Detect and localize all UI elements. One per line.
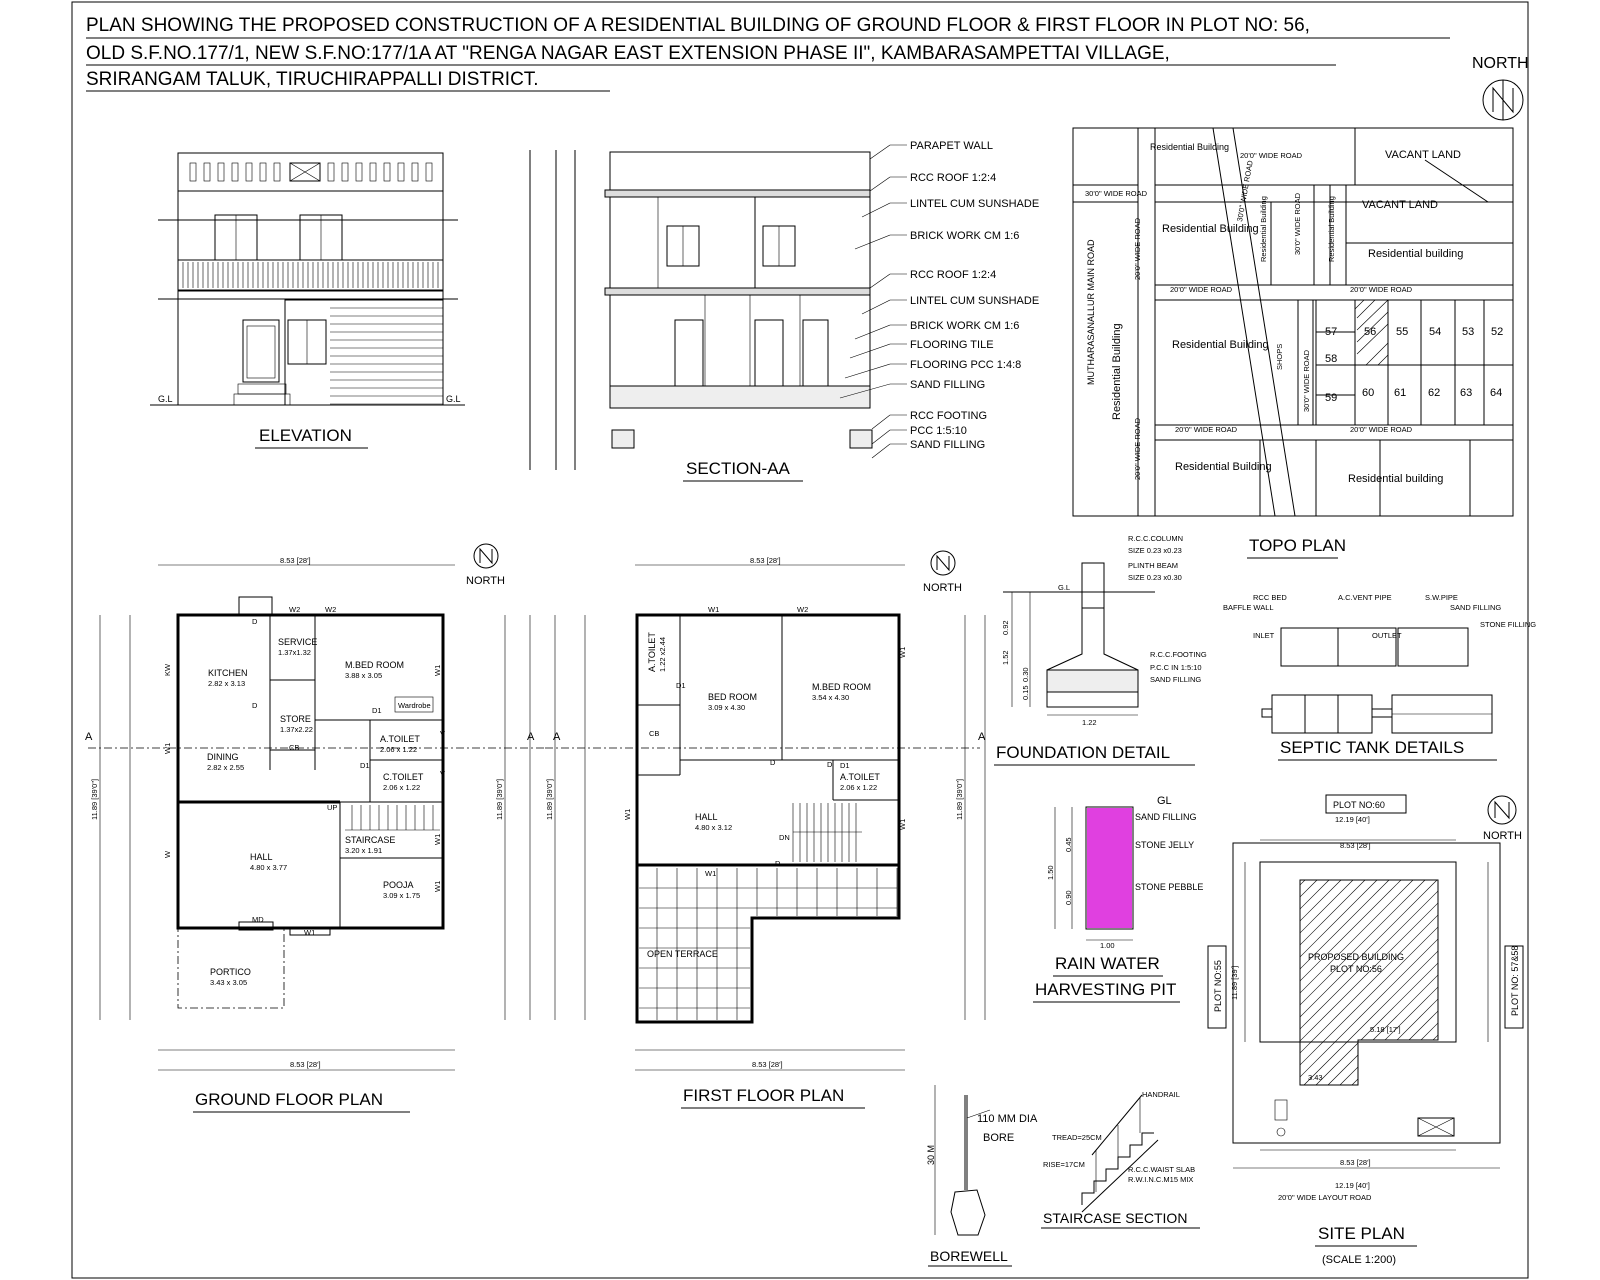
septic-label-6: INLET: [1253, 631, 1275, 640]
topo-road-2: 20'0" WIDE ROAD: [1133, 217, 1142, 280]
north-arrow-ground: [466, 544, 505, 587]
title-block: [86, 15, 1450, 91]
north-arrow-first: [923, 551, 962, 594]
septic-label-2: A.C.VENT PIPE: [1338, 593, 1392, 602]
topo-area-9: Residential Building: [1175, 461, 1272, 473]
elevation-gl-left: G.L: [158, 394, 173, 404]
topo-road-0: 20'0" WIDE ROAD: [1240, 151, 1303, 160]
foundation-label-5: P.C.C IN 1:5:10: [1150, 663, 1202, 672]
first-room-5: OPEN TERRACE: [647, 949, 718, 959]
borewell: [935, 1085, 990, 1235]
first-mark-11: DN: [779, 833, 790, 842]
first-mark-9: D: [827, 760, 833, 769]
ground-room-8: HALL: [250, 852, 273, 862]
ground-mark-2: KW: [163, 663, 172, 676]
borewell-label-2: BORE: [983, 1132, 1015, 1144]
septic-label-5: STONE FILLING: [1480, 620, 1537, 629]
section-label-11: PCC 1:5:10: [910, 425, 967, 437]
site-dim-4: 8.53 [28']: [1340, 1158, 1371, 1167]
staircase-section: [1082, 1095, 1158, 1212]
caption-topo: TOPO PLAN: [1249, 536, 1346, 555]
section-label-10: RCC FOOTING: [910, 410, 987, 422]
ground-mark-3: W1: [163, 742, 172, 754]
stair-label-2: RISE=17CM: [1043, 1160, 1085, 1169]
ground-mark-8: W: [163, 850, 172, 858]
first-section-a-left: A: [553, 731, 561, 743]
svg-text:NORTH: NORTH: [1483, 830, 1522, 842]
site-road: 20'0" WIDE LAYOUT ROAD: [1278, 1193, 1372, 1202]
ground-room-7: STAIRCASE: [345, 835, 396, 845]
topo-plot-52: 52: [1491, 326, 1504, 338]
north-label: NORTH: [1472, 55, 1529, 72]
caption-elevation: ELEVATION: [259, 426, 352, 445]
septic-label-4: SAND FILLING: [1450, 603, 1502, 612]
svg-text:NORTH: NORTH: [923, 582, 962, 594]
site-plot-60: PLOT NO:60: [1333, 800, 1385, 810]
first-mark-4: W1: [898, 818, 907, 830]
elevation-drawing: [150, 153, 465, 405]
ground-mark-15: MD: [252, 915, 264, 924]
rain-label-3: STONE PEBBLE: [1135, 882, 1204, 892]
topo-area-6: Residential building: [1348, 473, 1444, 485]
ground-room-5: A.TOILET: [380, 734, 420, 744]
topo-plot-59: 59: [1325, 392, 1338, 404]
title-line-2: OLD S.F.NO.177/1, NEW S.F.NO:177/1A AT "RENGA NAGAR EAST EXTENSION PHASE II", KAMBARASAMPETTAI VILLAGE,: [86, 43, 1170, 64]
topo-plot-57: 57: [1325, 326, 1338, 338]
topo-plot-63: 63: [1460, 387, 1473, 399]
topo-area-3: Residential building: [1368, 248, 1464, 260]
ground-room-9: POOJA: [383, 880, 414, 890]
section-label-2: LINTEL CUM SUNSHADE: [910, 198, 1040, 210]
first-room-size-2: 3.54 x 4.30: [812, 693, 850, 702]
caption-rain-2: HARVESTING PIT: [1035, 980, 1177, 999]
septic-label-1: BAFFLE WALL: [1223, 603, 1274, 612]
first-room-size-3: 2.06 x 1.22: [840, 783, 878, 792]
site-building-plot: PLOT NO:56: [1330, 964, 1382, 974]
section-label-1: RCC ROOF 1:2:4: [910, 172, 997, 184]
rain-dim-1: 0.45: [1064, 837, 1073, 852]
caption-site: SITE PLAN: [1318, 1224, 1405, 1243]
ground-mark-10: D: [252, 701, 258, 710]
topo-road-6: 20'0" WIDE ROAD: [1350, 285, 1413, 294]
borewell-depth: 30 M: [926, 1144, 936, 1165]
stair-label-0: HANDRAIL: [1142, 1090, 1180, 1099]
foundation-label-3: SIZE 0.23 x0.30: [1128, 573, 1182, 582]
topo-plot-62: 62: [1428, 387, 1441, 399]
topo-plot-64: 64: [1490, 387, 1503, 399]
ground-mark-7: W1: [304, 928, 316, 937]
ground-mark-4: W1: [433, 664, 442, 676]
caption-first-floor: FIRST FLOOR PLAN: [683, 1086, 845, 1105]
section-label-0: PARAPET WALL: [910, 140, 993, 152]
topo-area-2: VACANT LAND: [1362, 199, 1439, 211]
foundation-label-6: SAND FILLING: [1150, 675, 1202, 684]
rain-dim-0: 1.50: [1046, 865, 1055, 880]
first-depth-right: 11.89 [39'0"]: [955, 778, 964, 820]
septic-tank: [1262, 628, 1492, 733]
ground-room-3: STORE: [280, 714, 311, 724]
ground-room-10: PORTICO: [210, 967, 251, 977]
ground-room-size-9: 3.09 x 1.75: [383, 891, 421, 900]
foundation-dim-1: 1.52: [1001, 650, 1010, 665]
topo-area-4: Residential Building: [1162, 223, 1259, 235]
caption-scale: (SCALE 1:200): [1322, 1254, 1396, 1266]
first-room-1: BED ROOM: [708, 692, 758, 702]
ground-room-size-6: 2.06 x 1.22: [383, 783, 421, 792]
ground-mark-9: D: [252, 617, 258, 626]
rain-dim-2: 0.90: [1064, 890, 1073, 905]
ground-section-a-right: A: [527, 731, 535, 743]
ground-room-size-1: 1.37x1.32: [278, 648, 311, 657]
topo-plot-54: 54: [1429, 326, 1442, 338]
section-label-9: SAND FILLING: [910, 379, 986, 391]
ground-room-size-0: 2.82 x 3.13: [208, 679, 246, 688]
rain-label-0: GL: [1157, 795, 1172, 807]
ground-room-size-7: 3.20 x 1.91: [345, 846, 383, 855]
foundation-label-7: G.L: [1058, 583, 1071, 592]
stair-label-3: R.C.C.WAIST SLAB: [1128, 1165, 1196, 1174]
ground-mark-1: W2: [325, 605, 337, 614]
ground-mark-0: W2: [289, 605, 301, 614]
title-line-3: SRIRANGAM TALUK, TIRUCHIRAPPALLI DISTRICT.: [86, 69, 539, 90]
caption-section: SECTION-AA: [686, 459, 790, 478]
site-plot-55: PLOT NO:55: [1213, 960, 1223, 1012]
section-label-4: RCC ROOF 1:2:4: [910, 269, 997, 281]
site-dim-6: 5.18 [17']: [1370, 1025, 1401, 1034]
topo-plot-61: 61: [1394, 387, 1407, 399]
topo-plot-56: 56: [1364, 326, 1377, 338]
ground-mark-14: UP: [327, 803, 338, 812]
ground-depth-right: 11.89 [39'0"]: [495, 778, 504, 820]
caption-ground-floor: GROUND FLOOR PLAN: [195, 1090, 383, 1109]
section-label-6: BRICK WORK CM 1:6: [910, 320, 1020, 332]
elevation-gl-right: G.L: [446, 394, 461, 404]
ground-room-2: M.BED ROOM: [345, 660, 405, 670]
ground-room-size-4: 2.82 x 2.55: [207, 763, 245, 772]
first-section-a-right: A: [978, 731, 986, 743]
site-dim-0: 12.19 [40']: [1335, 815, 1370, 824]
first-depth-left: 11.89 [39'0"]: [545, 778, 554, 820]
section-drawing: [530, 150, 872, 470]
septic-label-0: RCC BED: [1253, 593, 1287, 602]
topo-road-10: 20'0" WIDE ROAD: [1133, 417, 1142, 480]
ground-mark-12: D1: [360, 761, 370, 770]
first-room-0: A.TOILET: [647, 632, 657, 672]
first-room-size-4: 4.80 x 3.12: [695, 823, 733, 832]
first-floor-plan: [545, 565, 985, 1070]
site-dim-1: 8.53 [28']: [1340, 841, 1371, 850]
ground-room-0: KITCHEN: [208, 668, 248, 678]
section-label-7: FLOORING TILE: [910, 339, 994, 351]
ground-mark-11: D1: [372, 706, 382, 715]
topo-area-7: Residential Building: [1172, 339, 1269, 351]
site-building: PROPOSED BUILDING: [1308, 952, 1405, 962]
septic-label-3: S.W.PIPE: [1425, 593, 1458, 602]
first-mark-5: W1: [705, 869, 717, 878]
topo-road-7: 30'0" WIDE ROAD: [1293, 192, 1302, 255]
stair-label-4: R.W.I.N.C.M15 MIX: [1128, 1175, 1194, 1184]
topo-road-1: 30'0" WIDE ROAD: [1085, 189, 1148, 198]
foundation-label-4: R.C.C.FOOTING: [1150, 650, 1207, 659]
site-dim-2: 11.89 [39']: [1230, 965, 1239, 1000]
caption-foundation: FOUNDATION DETAIL: [996, 743, 1171, 762]
site-dim-3: 12.19 [40']: [1335, 1181, 1370, 1190]
section-label-12: SAND FILLING: [910, 439, 986, 451]
foundation-dim-0: 0.92: [1001, 620, 1010, 635]
ground-room-size-3: 1.37x2.22: [280, 725, 313, 734]
foundation-label-2: PLINTH BEAM: [1128, 561, 1179, 570]
ground-room-size-5: 2.06 x 1.22: [380, 745, 418, 754]
ground-overall-width-bottom: 8.53 [28']: [290, 1060, 321, 1069]
first-mark-10: CB: [649, 729, 660, 738]
topo-plot-53: 53: [1462, 326, 1475, 338]
first-room-4: HALL: [695, 812, 718, 822]
first-overall-width-bottom: 8.53 [28']: [752, 1060, 783, 1069]
topo-plot-55: 55: [1396, 326, 1409, 338]
ground-room-size-8: 4.80 x 3.77: [250, 863, 288, 872]
rain-water-pit: [1055, 807, 1133, 940]
caption-rain-1: RAIN WATER: [1055, 954, 1160, 973]
ground-mark-18: V: [440, 769, 446, 778]
rain-dim-3: 1.00: [1100, 941, 1115, 950]
rain-label-2: STONE JELLY: [1135, 840, 1195, 850]
topo-area-10: Residential Building: [1259, 196, 1268, 262]
site-dim-5: 3.43: [1308, 1073, 1323, 1082]
section-label-5: LINTEL CUM SUNSHADE: [910, 295, 1040, 307]
ground-mark-16: Wardrobe: [398, 701, 431, 710]
first-mark-8: D: [770, 758, 776, 767]
topo-area-11: Residential Building: [1327, 196, 1336, 262]
foundation-label-0: R.C.C.COLUMN: [1128, 534, 1184, 543]
section-label-8: FLOORING PCC 1:4:8: [910, 359, 1022, 371]
borewell-label-1: 110 MM DIA: [977, 1113, 1038, 1125]
site-plot-57: PLOT NO: 57&58: [1510, 945, 1520, 1016]
stair-label-1: TREAD=25CM: [1052, 1133, 1102, 1142]
caption-septic: SEPTIC TANK DETAILS: [1280, 738, 1465, 757]
foundation-label-1: SIZE 0.23 x0.23: [1128, 546, 1182, 555]
ground-depth-left: 11.89 [39'0"]: [90, 778, 99, 820]
ground-mark-6: W1: [433, 880, 442, 892]
topo-road-5: 30'0" WIDE ROAD: [1235, 159, 1255, 223]
ground-room-size-10: 3.43 x 3.05: [210, 978, 248, 987]
ground-room-1: SERVICE: [278, 637, 318, 647]
first-mark-12: D: [775, 859, 781, 868]
ground-mark-17: V: [440, 729, 446, 738]
first-mark-3: W1: [623, 808, 632, 820]
topo-area-1: VACANT LAND: [1385, 149, 1462, 161]
first-mark-1: W2: [797, 605, 809, 614]
topo-plot-58: 58: [1325, 353, 1338, 365]
title-line-1: PLAN SHOWING THE PROPOSED CONSTRUCTION OF A RESIDENTIAL BUILDING OF GROUND FLOOR & FIRST FLOOR IN PLOT NO: 56,: [86, 15, 1310, 36]
first-room-3: A.TOILET: [840, 772, 880, 782]
first-room-size-1: 3.09 x 4.30: [708, 703, 746, 712]
topo-plot-60: 60: [1362, 387, 1375, 399]
first-overall-width: 8.53 [28']: [750, 556, 781, 565]
ground-room-size-2: 3.88 x 3.05: [345, 671, 383, 680]
rain-label-1: SAND FILLING: [1135, 812, 1197, 822]
topo-area-5: Residential Building: [1111, 323, 1123, 420]
svg-text:NORTH: NORTH: [466, 575, 505, 587]
topo-area-0: Residential Building: [1150, 142, 1230, 152]
section-label-3: BRICK WORK CM 1:6: [910, 230, 1020, 242]
ground-overall-width: 8.53 [28']: [280, 556, 311, 565]
septic-label-7: OUTLET: [1372, 631, 1402, 640]
first-mark-6: D1: [676, 681, 686, 690]
caption-borewell: BOREWELL: [930, 1248, 1008, 1264]
ground-mark-13: CB: [289, 743, 300, 752]
first-room-size-0: 1.22 x2.44: [658, 636, 667, 672]
topo-road-4: 20'0" WIDE ROAD: [1175, 425, 1238, 434]
first-mark-2: W1: [898, 646, 907, 658]
first-mark-0: W1: [708, 605, 720, 614]
topo-road-8: 30'0" WIDE ROAD: [1302, 349, 1311, 412]
north-arrow-top: [1472, 55, 1529, 120]
topo-area-shops: SHOPS: [1275, 343, 1284, 370]
first-room-2: M.BED ROOM: [812, 682, 872, 692]
ground-room-6: C.TOILET: [383, 772, 424, 782]
foundation-dim-2: 0.30: [1021, 667, 1030, 682]
foundation-dim-4: 1.22: [1082, 718, 1097, 727]
caption-staircase: STAIRCASE SECTION: [1043, 1210, 1188, 1226]
foundation-dim-3: 0.15: [1021, 685, 1030, 700]
ground-room-4: DINING: [207, 752, 239, 762]
topo-main-road: MUTHARASANALLUR MAIN ROAD: [1086, 239, 1096, 385]
topo-road-3: 20'0" WIDE ROAD: [1170, 285, 1233, 294]
topo-road-9: 20'0" WIDE ROAD: [1350, 425, 1413, 434]
ground-section-a-left: A: [85, 731, 93, 743]
ground-mark-5: W1: [433, 833, 442, 845]
first-mark-7: D1: [840, 761, 850, 770]
